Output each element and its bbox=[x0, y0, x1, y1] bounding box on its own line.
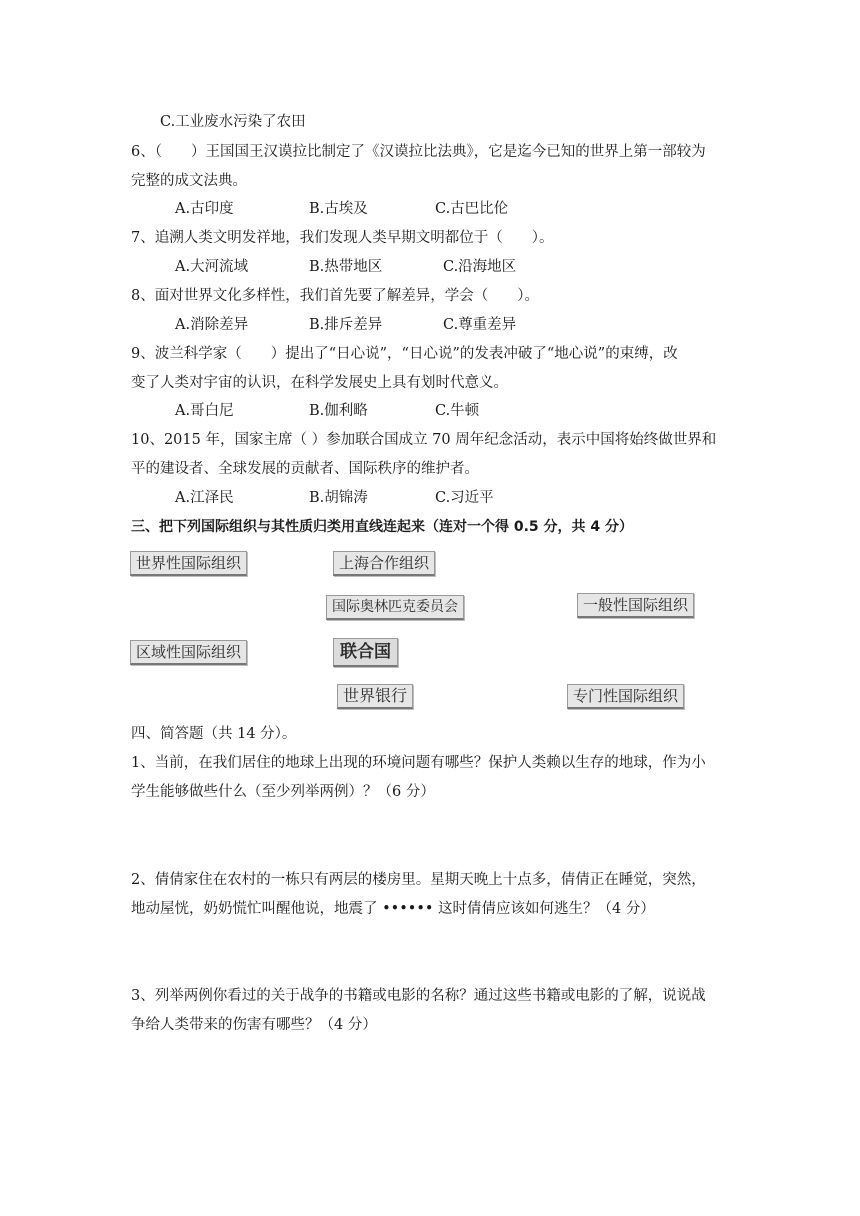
label-international-olympic-committee: 国际奥林匹克委员会 bbox=[326, 595, 464, 620]
q10-line-1: 10、2015 年，国家主席（ ）参加联合国成立 70 周年纪念活动，表示中国将始终做世界和 bbox=[131, 432, 717, 448]
short-answer-3-line-2: 争给人类带来的伤害有哪些？（4 分） bbox=[131, 1017, 377, 1033]
q7-option-a: A.大河流域 bbox=[175, 259, 249, 275]
label-general-organization: 一般性国际组织 bbox=[577, 593, 694, 618]
q9-option-a: A.哥白尼 bbox=[175, 403, 234, 419]
q8-option-b: B.排斥差异 bbox=[309, 317, 383, 333]
q9-option-c: C.牛顿 bbox=[435, 403, 480, 419]
short-answer-1-line-2: 学生能够做些什么（至少列举两例）？（6 分） bbox=[131, 784, 435, 800]
q10-line-2: 平的建设者、全球发展的贡献者、国际秩序的维护者。 bbox=[131, 461, 479, 477]
q8-option-c: C.尊重差异 bbox=[443, 317, 517, 333]
q6-line-1: 6、（ ）王国国王汉谟拉比制定了《汉谟拉比法典》，它是迄今已知的世界上第一部较为 bbox=[131, 144, 706, 160]
short-answer-3-line-1: 3、列举两例你看过的关于战争的书籍或电影的名称？通过这些书籍或电影的了解，说说战 bbox=[131, 988, 706, 1004]
short-answer-2-line-2: 地动屋恍，奶奶慌忙叫醒他说，地震了 •••••• 这时倩倩应该如何逃生？（4 分） bbox=[131, 901, 655, 917]
label-global-organization: 世界性国际组织 bbox=[130, 551, 247, 576]
q10-option-a: A.江泽民 bbox=[175, 490, 234, 506]
q7-line-1: 7、追溯人类文明发祥地，我们发现人类早期文明都位于（ ）。 bbox=[131, 230, 554, 246]
q8-option-a: A.消除差异 bbox=[175, 317, 249, 333]
label-united-nations: 联合国 bbox=[333, 638, 398, 667]
q9-option-b: B.伽利略 bbox=[309, 403, 368, 419]
q6-option-a: A.古印度 bbox=[175, 201, 234, 217]
q9-line-2: 变了人类对宇宙的认识，在科学发展史上具有划时代意义。 bbox=[131, 375, 508, 391]
q10-option-b: B.胡锦涛 bbox=[309, 490, 368, 506]
q8-line-1: 8、面对世界文化多样性，我们首先要了解差异，学会（ ）。 bbox=[131, 288, 539, 304]
section3-title: 三、把下列国际组织与其性质归类用直线连起来（连对一个得 0.5 分，共 4 分） bbox=[131, 519, 634, 535]
section4-title: 四、简答题（共 14 分）。 bbox=[131, 726, 297, 742]
q7-option-c: C.沿海地区 bbox=[443, 259, 517, 275]
label-shanghai-cooperation-organization: 上海合作组织 bbox=[333, 551, 435, 576]
q5-option-c: C.工业废水污染了农田 bbox=[160, 114, 306, 130]
q9-line-1: 9、波兰科学家（ ）提出了“日心说”，“日心说”的发表冲破了“地心说”的束缚，改 bbox=[131, 346, 678, 362]
label-specialized-organization: 专门性国际组织 bbox=[567, 684, 684, 709]
short-answer-1-line-1: 1、当前，在我们居住的地球上出现的环境问题有哪些？保护人类赖以生存的地球，作为小 bbox=[131, 755, 706, 771]
q6-option-c: C.古巴比伦 bbox=[435, 201, 509, 217]
q6-option-b: B.古埃及 bbox=[309, 201, 368, 217]
q6-line-2: 完整的成文法典。 bbox=[131, 173, 247, 189]
short-answer-2-line-1: 2、倩倩家住在农村的一栋只有两层的楼房里。星期天晚上十点多，倩倩正在睡觉，突然， bbox=[131, 872, 706, 888]
label-world-bank: 世界银行 bbox=[337, 684, 413, 709]
q7-option-b: B.热带地区 bbox=[309, 259, 383, 275]
q10-option-c: C.习近平 bbox=[435, 490, 494, 506]
label-regional-organization: 区域性国际组织 bbox=[130, 640, 247, 665]
